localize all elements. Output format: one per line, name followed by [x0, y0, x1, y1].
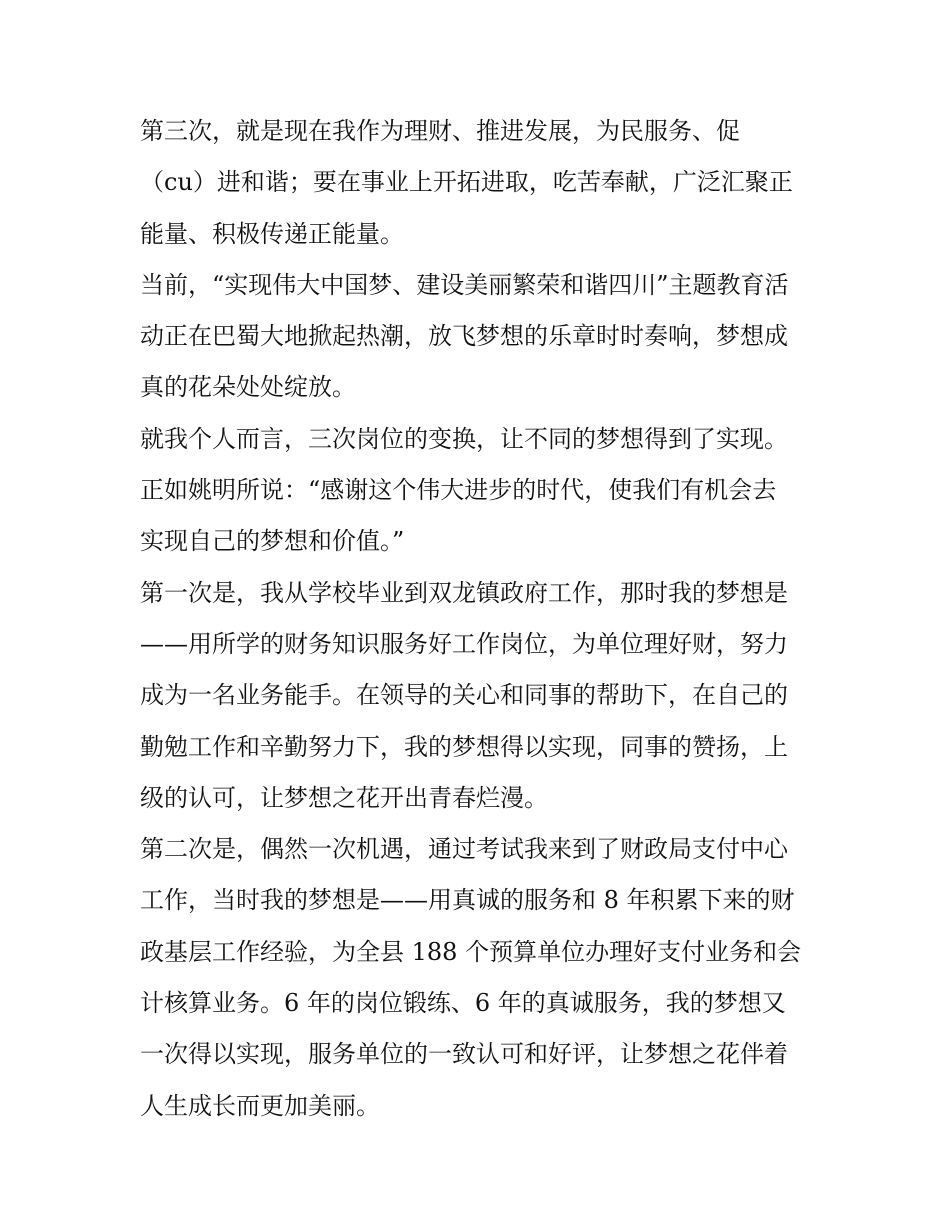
text-line: 第一次是，我从学校毕业到双龙镇政府工作，那时我的梦想是 [140, 578, 788, 607]
text-line: 正如姚明所说：“感谢这个伟大进步的时代，使我们有机会去 [140, 476, 777, 505]
text-line: 实现自己的梦想和价值。” [140, 527, 405, 556]
text-line: 工作，当时我的梦想是——用真诚的服务和 8 年积累下来的财 [140, 886, 795, 915]
text-line: 一次得以实现，服务单位的一致认可和好评，让梦想之花伴着 [140, 1040, 788, 1069]
text-line: （cu）进和谐；要在事业上开拓进取，吃苦奉献，广泛汇聚正 [140, 168, 793, 197]
text-line: 成为一名业务能手。在领导的关心和同事的帮助下，在自己的 [140, 681, 788, 710]
text-line: 政基层工作经验，为全县 188 个预算单位办理好支付业务和会 [140, 937, 802, 966]
text-line: 当前，“实现伟大中国梦、建设美丽繁荣和谐四川”主题教育活 [140, 270, 789, 299]
text-line: 第二次是，偶然一次机遇，通过考试我来到了财政局支付中心 [140, 835, 788, 864]
text-line: 第三次，就是现在我作为理财、推进发展，为民服务、促 [140, 117, 740, 145]
text-line: 级的认可，让梦想之花开出青春烂漫。 [140, 783, 548, 812]
text-line: 计核算业务。6 年的岗位锻练、6 年的真诚服务，我的梦想又 [140, 989, 786, 1018]
text-line: 真的花朵处处绽放。 [140, 373, 356, 402]
text-line: 能量、积极传递正能量。 [140, 219, 404, 248]
text-line: 就我个人而言，三次岗位的变换，让不同的梦想得到了实现。 [140, 424, 788, 453]
text-line: 勤勉工作和辛勤努力下，我的梦想得以实现，同事的赞扬，上 [140, 732, 788, 761]
text-line: 动正在巴蜀大地掀起热潮，放飞梦想的乐章时时奏响，梦想成 [140, 322, 788, 351]
text-line: 人生成长而更加美丽。 [140, 1091, 380, 1120]
body-text [140, 106, 820, 1132]
text-line: ——用所学的财务知识服务好工作岗位，为单位理好财，努力 [140, 629, 788, 658]
